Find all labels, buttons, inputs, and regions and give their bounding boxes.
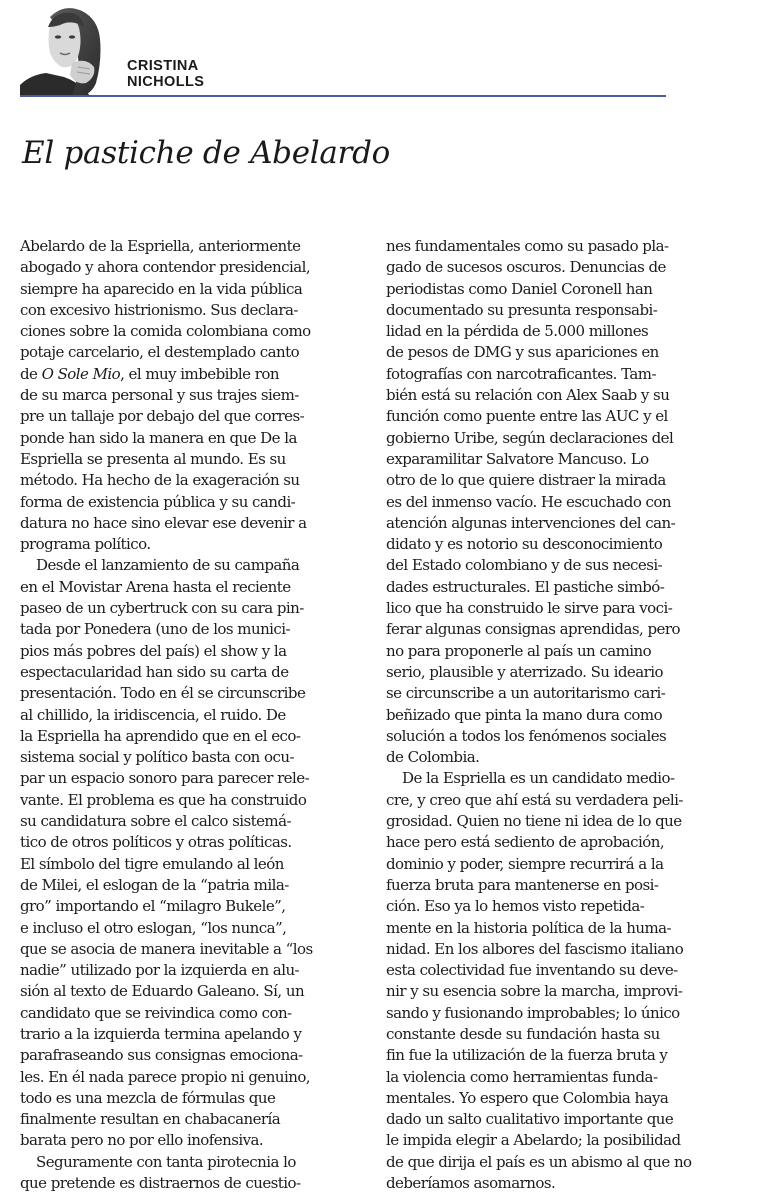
text-line: exparamilitar Salvatore Mancuso. Lo bbox=[386, 449, 649, 468]
text-line: ciones sobre la comida colombiana como bbox=[20, 322, 311, 341]
text-line: cre, y creo que ahí está su verdadera peli- bbox=[386, 790, 683, 809]
text-line: barata pero no por ello inofensiva. bbox=[20, 1131, 264, 1150]
author-last-name: NICHOLLS bbox=[127, 74, 205, 90]
text-line: periodistas como Daniel Coronell han bbox=[386, 279, 653, 298]
text-line: les. En él nada parece propio ni genuino, bbox=[20, 1067, 311, 1086]
text-line: beñizado que pinta la mano dura como bbox=[386, 705, 663, 724]
text-line: Seguramente con tanta pirotecnia lo bbox=[36, 1152, 296, 1171]
article-title: El pastiche de Abelardo bbox=[22, 135, 390, 171]
text-line: con excesivo histrionismo. Sus declara- bbox=[20, 300, 298, 319]
text-line: gobierno Uribe, según declaraciones del bbox=[386, 428, 674, 447]
header-divider bbox=[20, 95, 666, 97]
text-line: ferar algunas consignas aprendidas, pero bbox=[386, 620, 680, 639]
text-line: hace pero está sediento de aprobación, bbox=[386, 833, 665, 852]
text-line: par un espacio sonoro para parecer rele- bbox=[20, 769, 310, 788]
author-portrait bbox=[20, 5, 116, 96]
text-line: candidato que se reivindica como con- bbox=[20, 1003, 292, 1022]
text-line: mentales. Yo espero que Colombia haya bbox=[386, 1088, 669, 1107]
text-line: potaje carcelario, el destemplado canto bbox=[20, 343, 300, 362]
text-line: constante desde su fundación hasta su bbox=[386, 1024, 660, 1043]
text-line: ponde han sido la manera en que De la bbox=[20, 428, 297, 447]
text-line: de pesos de DMG y sus apariciones en bbox=[386, 343, 659, 362]
text-line: sando y fusionando improbables; lo único bbox=[386, 1003, 680, 1022]
text-line: se circunscribe a un autoritarismo cari- bbox=[386, 684, 666, 703]
text-line: su candidatura sobre el calco sistemá- bbox=[20, 812, 292, 831]
columnist-header bbox=[0, 0, 773, 100]
text-line bbox=[20, 364, 366, 385]
text-line: documentado su presunta responsabi- bbox=[386, 300, 658, 319]
text-line: presentación. Todo en él se circunscribe bbox=[20, 684, 306, 703]
text-line: mente en la historia política de la huma- bbox=[386, 918, 672, 937]
text-line: atención algunas intervenciones del can- bbox=[386, 513, 676, 532]
text-line: nir y su esencia sobre la marcha, improvi- bbox=[386, 982, 683, 1001]
text-line: que pretende es distraernos de cuestio- bbox=[20, 1174, 301, 1193]
text-line: dades estructurales. El pastiche simbó- bbox=[386, 577, 665, 596]
text-line: que se asocia de manera inevitable a “los bbox=[20, 939, 313, 958]
text-line: ción. Eso ya lo hemos visto repetida- bbox=[386, 897, 645, 916]
text-line: en el Movistar Arena hasta el reciente bbox=[20, 577, 291, 596]
text-line: es del inmenso vacío. He escuchado con bbox=[386, 492, 671, 511]
text-line: esta colectividad fue inventando su deve- bbox=[386, 961, 678, 980]
text-line: sistema social y político basta con ocu- bbox=[20, 748, 294, 767]
text-line: El símbolo del tigre emulando al león bbox=[20, 854, 284, 873]
text-line: nes fundamentales como su pasado pla- bbox=[386, 237, 669, 255]
text-line: e incluso el otro eslogan, “los nunca”, bbox=[20, 918, 287, 937]
text-line: De la Espriella es un candidato medio- bbox=[402, 769, 675, 788]
text-line: de su marca personal y sus trajes siem- bbox=[20, 386, 299, 405]
text-line: gado de sucesos oscuros. Denuncias de bbox=[386, 258, 666, 277]
text-line: abogado y ahora contendor presidencial, bbox=[20, 258, 311, 277]
text-line: trario a la izquierda termina apelando y bbox=[20, 1024, 302, 1043]
text-line: otro de lo que quiere distraer la mirada bbox=[386, 471, 666, 490]
text-line: paseo de un cybertruck con su cara pin- bbox=[20, 599, 304, 618]
text-line: fin fue la utilización de la fuerza bruta y bbox=[386, 1046, 668, 1065]
article-column-2 bbox=[386, 236, 738, 1194]
text-line: de que dirija el país es un abismo al que no bbox=[386, 1152, 692, 1171]
text-line: del Estado colombiano y de sus necesi- bbox=[386, 556, 663, 575]
text-line: no para proponerle al país un camino bbox=[386, 641, 652, 660]
author-first-name: CRISTINA bbox=[127, 58, 199, 74]
text-line: vante. El problema es que ha construido bbox=[20, 790, 307, 809]
text-line: la violencia como herramientas funda- bbox=[386, 1067, 658, 1086]
text-line: le impida elegir a Abelardo; la posibilidad bbox=[386, 1131, 681, 1150]
text-line: lico que ha construido le sirve para voci- bbox=[386, 599, 673, 618]
text-line: lidad en la pérdida de 5.000 millones bbox=[386, 322, 649, 341]
text-line: fuerza bruta para mantenerse en posi- bbox=[386, 875, 659, 894]
article-column-1 bbox=[20, 236, 366, 1194]
text-line: Espriella se presenta al mundo. Es su bbox=[20, 449, 286, 468]
text-line: tico de otros políticos y otras políticas. bbox=[20, 833, 292, 852]
text-line: Abelardo de la Espriella, anteriormente bbox=[20, 237, 301, 255]
text-line: serio, plausible y aterrizado. Su ideario bbox=[386, 662, 664, 681]
text-line: nidad. En los albores del fascismo italiano bbox=[386, 939, 684, 958]
text-line: pre un tallaje por debajo del que corres- bbox=[20, 407, 305, 426]
text-line: Desde el lanzamiento de su campaña bbox=[36, 556, 300, 575]
text-fragment: de bbox=[20, 364, 42, 383]
text-line: forma de existencia pública y su candi- bbox=[20, 492, 296, 511]
text-line: fotografías con narcotraficantes. Tam- bbox=[386, 364, 656, 383]
text-line: sión al texto de Eduardo Galeano. Sí, un bbox=[20, 982, 305, 1001]
text-line: parafraseando sus consignas emociona- bbox=[20, 1046, 303, 1065]
text-line: siempre ha aparecido en la vida pública bbox=[20, 279, 303, 298]
text-line: tada por Ponedera (uno de los munici- bbox=[20, 620, 291, 639]
text-line: espectacularidad han sido su carta de bbox=[20, 662, 289, 681]
text-line: función como puente entre las AUC y el bbox=[386, 407, 668, 426]
text-line: grosidad. Quien no tiene ni idea de lo que bbox=[386, 812, 682, 831]
song-title: O Sole Mio bbox=[41, 364, 121, 383]
text-fragment: , el muy imbebible ron bbox=[120, 364, 279, 383]
text-line: pios más pobres del país) el show y la bbox=[20, 641, 287, 660]
text-line: finalmente resultan en chabacanería bbox=[20, 1110, 281, 1129]
text-line: programa político. bbox=[20, 535, 151, 554]
text-line: al chillido, la iridiscencia, el ruido. De bbox=[20, 705, 286, 724]
text-line: la Espriella ha aprendido que en el eco- bbox=[20, 726, 301, 745]
text-line: dominio y poder, siempre recurrirá a la bbox=[386, 854, 664, 873]
text-line: nadie” utilizado por la izquierda en alu- bbox=[20, 961, 300, 980]
text-line: método. Ha hecho de la exageración su bbox=[20, 471, 300, 490]
text-line: deberíamos asomarnos. bbox=[386, 1174, 556, 1193]
text-line: bién está su relación con Alex Saab y su bbox=[386, 386, 670, 405]
text-line: de Colombia. bbox=[386, 748, 480, 767]
text-line: dado un salto cualitativo importante que bbox=[386, 1110, 674, 1129]
text-line: de Milei, el eslogan de la “patria mila- bbox=[20, 875, 289, 894]
text-line: datura no hace sino elevar ese devenir a bbox=[20, 513, 307, 532]
text-line: solución a todos los fenómenos sociales bbox=[386, 726, 667, 745]
text-line: todo es una mezcla de fórmulas que bbox=[20, 1088, 276, 1107]
text-line: gro” importando el “milagro Bukele”, bbox=[20, 897, 286, 916]
author-name bbox=[127, 58, 204, 90]
text-line: didato y es notorio su desconocimiento bbox=[386, 535, 663, 554]
